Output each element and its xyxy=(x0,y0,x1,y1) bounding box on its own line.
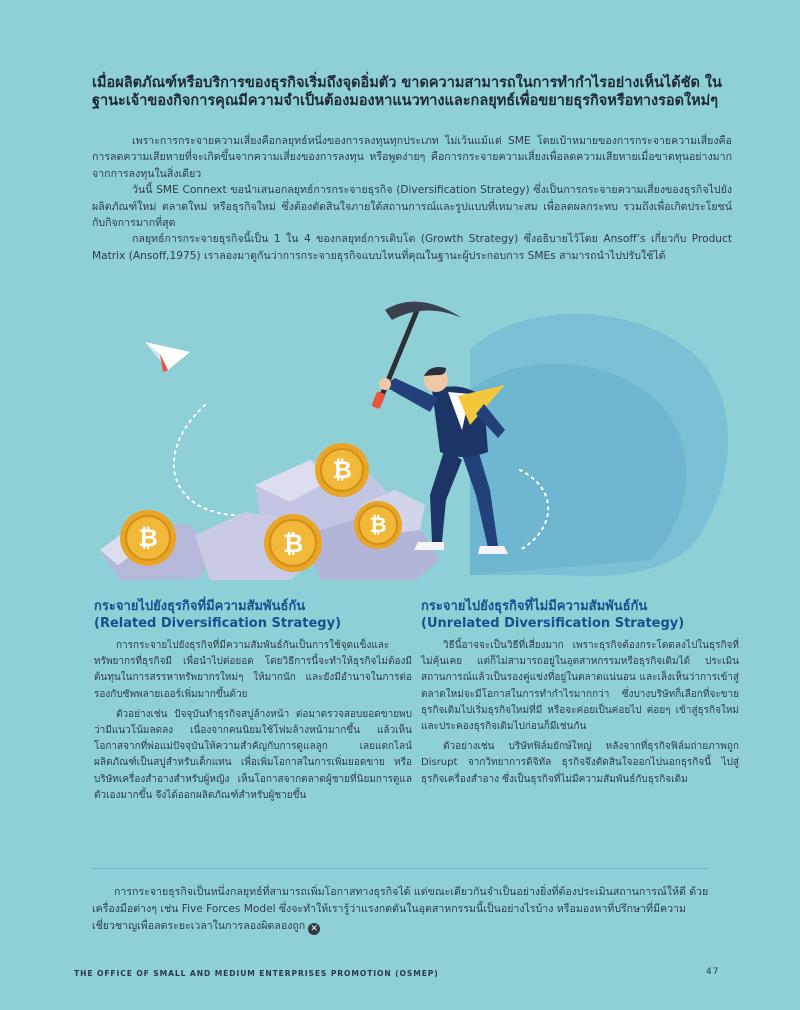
footer-organization: THE OFFICE OF SMALL AND MEDIUM ENTERPRISES PROMOTION (OSMEP) xyxy=(74,969,439,978)
bitcoin-coin-icon xyxy=(315,443,369,497)
section-heading-english: (Related Diversification Strategy) xyxy=(94,616,342,631)
section-paragraph: ตัวอย่างเช่น ปัจจุบันทำธุรกิจสบู่ล้างหน้า ต่อมาตรวจสอบยอดขายพบว่ามีแนวโน้มลดลง เนื่องจากคนนิยมใช้โฟมล้างหน้ามากขึ้น แล้วเห็นโอกาสจากที่พ่อแม่ปัจจุบันให้ความสำคัญกับการดูแลลูก เลยแตกไลน์ผลิตภัณฑ์เป็นสบู่สำหรับเด็กแทน เพื่อเพิ่มโอกาสในการเพิ่มยอดขาย หรือบริษัทเครื่องสำอางสำหรับผู้หญิง เห็นโอกาสจากตลาดผู้ชายที่นิยมการดูแลตัวเองมากขึ้น จึงได้ออกผลิตภัณฑ์สำหรับผู้ชายขึ้น xyxy=(94,708,412,801)
related-diversification-section xyxy=(94,598,412,808)
intro-paragraph: วันนี้ SME Connext ขอนำเสนอกลยุทธ์การกระจายธุรกิจ (Diversification Strategy) ซึ่งเป็นการกระจายความเสี่ยงของธุรกิจไปยังผลิตภัณฑ์ใหม่ ตลาดใหม่ หรือธุรกิจใหม่ ซึ่งต้องตัดสินใจภายใต้สถานการณ์และรูปแบบที่เหมาะสม เพื่อลดผลกระทบ รวมถึงเพื่อเกิดประโยชน์กับกิจการมากที่สุด xyxy=(92,184,732,230)
headline: เมื่อผลิตภัณฑ์หรือบริการของธุรกิจเริ่มถึงจุดอิ่มตัว ขาดความสามารถในการทำกำไรอย่างเห็นได้ชัด ในฐานะเจ้าของกิจการคุณมีความจำเป็นต้องมองหาแนวทางและกลยุทธ์เพื่อขยายธุรกิจหรือทางรอดใหม่ๆ xyxy=(92,75,722,109)
bitcoin-coin-icon xyxy=(120,510,176,566)
unrelated-diversification-section xyxy=(421,598,739,792)
bitcoin-coin-icon xyxy=(354,501,402,549)
section-paragraph: ตัวอย่างเช่น บริษัทฟิล์มยักษ์ใหญ่ หลังจากที่ธุรกิจฟิล์มถ่ายภาพถูก Disrupt จากวิทยาการดิจิทัล ธุรกิจจึงตัดสินใจออกไปนอกธุรกิจนี้ ไปสู่ธุรกิจเครื่องสำอาง ซึ่งเป็นธุรกิจที่ไม่มีความสัมพันธ์กับธุรกิจเดิม xyxy=(421,741,739,785)
paper-plane-icon xyxy=(145,342,190,372)
bitcoin-coin-icon xyxy=(264,514,322,572)
intro-paragraph: เพราะการกระจายความเสี่ยงคือกลยุทธ์หนึ่งของการลงทุนทุกประเภท ไม่เว้นแม้แต่ SME โดยเป้าหมายของการกระจายความเสี่ยงคือการลดความเสียหายที่จะเกิดขึ้นจากความเสี่ยงของการลงทุน หรือพูดง่ายๆ คือการกระจายความเสี่ยงเพื่อลดความเสียหายเมื่อขาดทุนอย่างมากจากการลงทุนในสิ่งเดียว xyxy=(92,135,732,180)
intro-text xyxy=(92,133,732,264)
pickaxe-icon xyxy=(385,302,462,320)
intro-paragraph: กลยุทธ์การกระจายธุรกิจนี้เป็น 1 ใน 4 ของกลยุทธ์การเติบโต (Growth Strategy) ซึ่งอธิบายไว้โดย Ansoff’s เกี่ยวกับ Product Matrix (Ansoff,1975) เราลองมาดูกันว่าการกระจายธุรกิจแบบไหนที่คุณในฐานะผู้ประกอบการ SMEs สามารถนำไปปรับใช้ได้ xyxy=(92,233,732,262)
svg-text:₿: ₿ xyxy=(282,529,304,558)
section-heading-english: (Unrelated Diversification Strategy) xyxy=(421,616,685,631)
svg-text:₿: ₿ xyxy=(332,456,352,484)
conclusion-paragraph xyxy=(92,884,724,935)
section-paragraph: วิธีนี้อาจจะเป็นวิธีที่เสี่ยงมาก เพราะธุรกิจต้องกระโดดลงไปในธุรกิจที่ไม่คุ้นเคย แต่ก็ไม่สามารถอยู่ในอุตสาหกรรมหรือธุรกิจเดิมได้ ประเมินสถานการณ์แล้วเป็นรองคู่แข่งที่อยู่ในตลาดแน่นอน และเล็งเห็นว่าการเข้าสู่ตลาดใหม่จะมีโอกาสในการทำกำไรมากกว่า ซึ่งบางบริษัทก็เลือกที่จะขายธุรกิจเดิมไปเริ่มธุรกิจใหม่ที่มี หรือจะค่อยเป็นค่อยไป ค่อยๆ เข้าสู่ธุรกิจใหม่ และประคองธุรกิจเดิมไปก่อนก็มีเช่นกัน xyxy=(421,640,739,733)
page-number: 47 xyxy=(706,967,720,977)
section-heading-thai: กระจายไปยังธุรกิจที่มีความสัมพันธ์กัน xyxy=(94,599,306,614)
dotted-trajectory xyxy=(174,405,250,515)
diversification-illustration xyxy=(0,280,800,590)
svg-text:₿: ₿ xyxy=(369,513,387,537)
svg-text:₿: ₿ xyxy=(138,524,158,552)
section-heading-thai: กระจายไปยังธุรกิจที่ไม่มีความสัมพันธ์กัน xyxy=(421,599,648,614)
section-divider xyxy=(92,868,708,869)
conclusion-text: การกระจายธุรกิจเป็นหนึ่งกลยุทธ์ที่สามารถเพิ่มโอกาสทางธุรกิจได้ แต่ขณะเดียวกันจำเป็นอย่างยิ่งที่ต้องประเมินสถานการณ์ให้ดี ด้วยเครื่องมือต่างๆ เช่น Five Forces Model ซึ่งจะทำให้เรารู้ว่าแรงกดดันในอุตสาหกรรมนี้เป็นอย่างไรบ้าง หรือมองหาที่ปรึกษาที่มีความเชี่ยวชาญเพื่อลดระยะเวลาในการลองผิดลองถูก xyxy=(92,886,709,932)
end-of-article-icon: ✕ xyxy=(308,923,320,935)
section-paragraph: การกระจายไปยังธุรกิจที่มีความสัมพันธ์กันเป็นการใช้จุดแข็งและทรัพยากรที่ธุรกิจมี เพื่อนำไปต่อยอด โดยวิธีการนี้จะทำให้ธุรกิจไม่ต้องมีต้นทุนในการสรรหาทรัพยากรใหม่ๆ ให้มากนัก และยังมีอำนาจในการต่อรองกับซัพพลายเออร์เพิ่มมากขึ้นด้วย xyxy=(94,640,412,700)
